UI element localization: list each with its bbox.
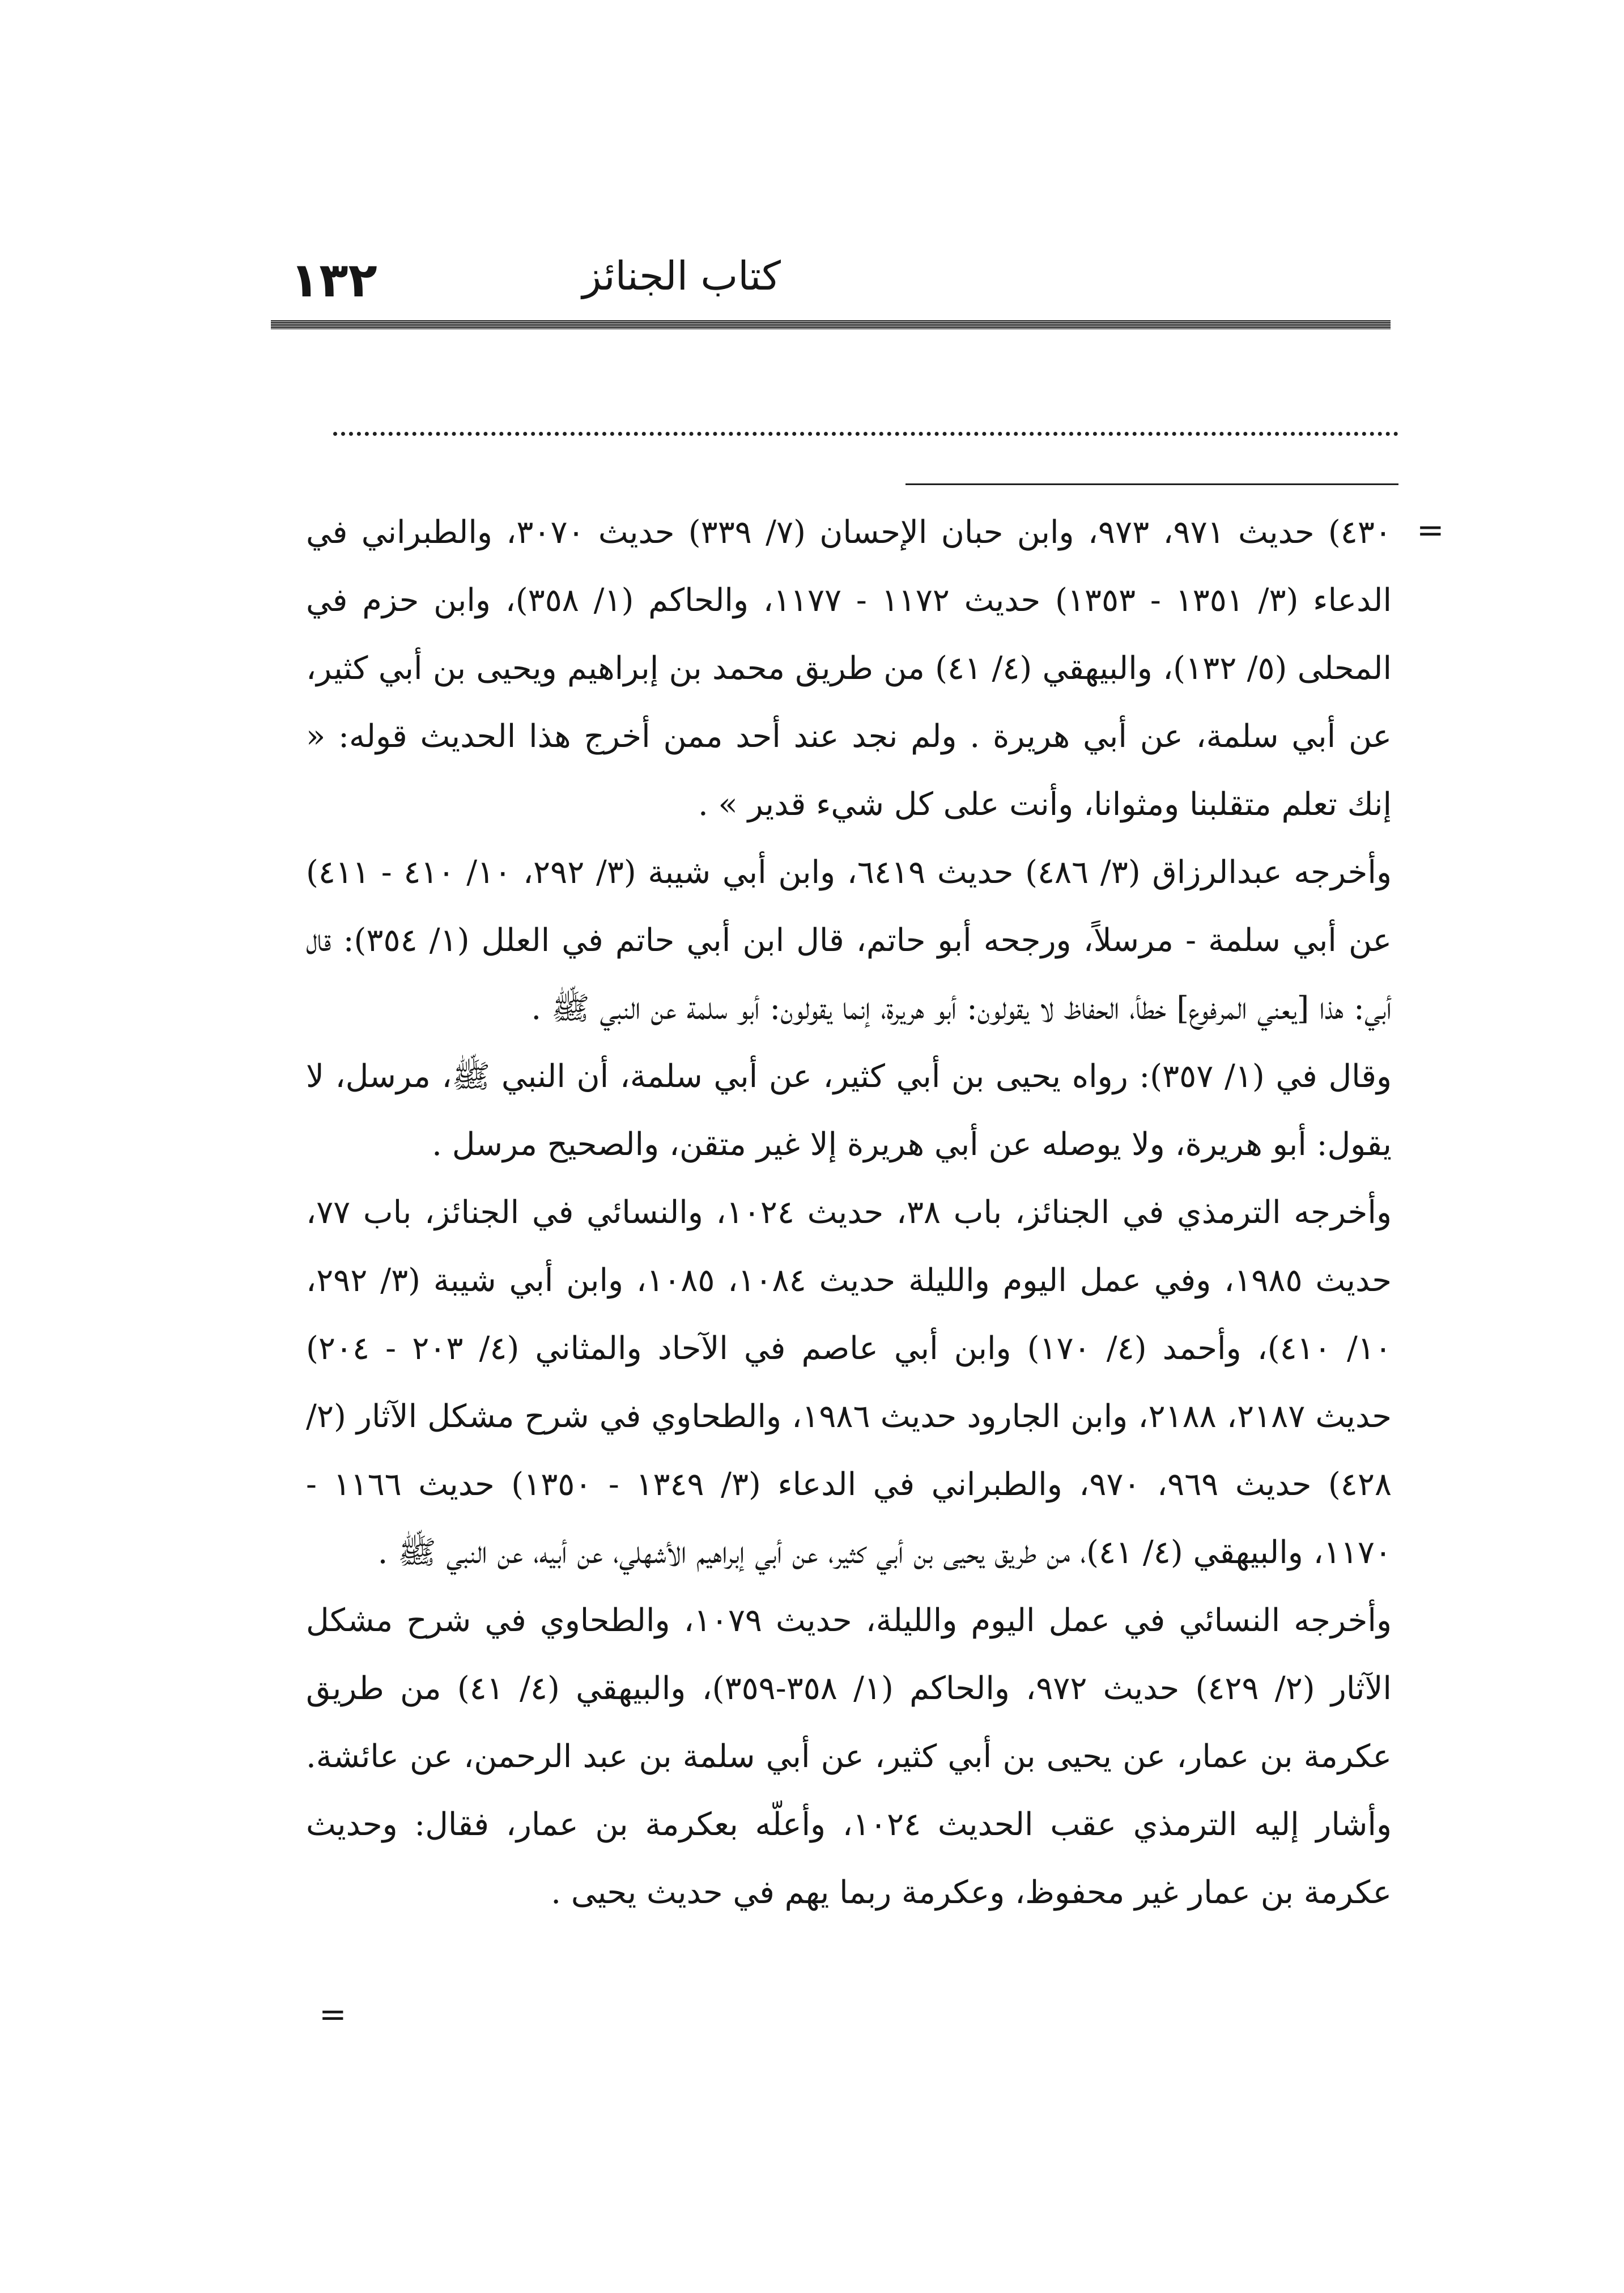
running-header-title: كتاب الجنائز [582,253,781,299]
footnote-rule [905,483,1398,485]
footnote-paragraph: وقال في (١/ ٣٥٧): رواه يحيى بن أبي كثير، عن أبي سلمة، أن النبي ﷺ، مرسل، لا يقول: أبو هريرة، ولا يوصله عن أبي هريرة إلا غير متقن، والصحيح مرسل . [306,1058,1392,1163]
footnote-paragraph: ٤٣٠) حديث ٩٧١، ٩٧٣، وابن حبان الإحسان (٧/ ٣٣٩) حديث ٣٠٧٠، والطبراني في الدعاء (٣/ ١٣٥١ - ١٣٥٣) حديث ١١٧٢ - ١١٧٧، والحاكم (١/ ٣٥٨)، وابن حزم في المحلى (٥/ ١٣٢)، والبيهقي (٤/ ٤١) من طريق محمد بن إبراهيم ويحيى بن أبي كثير، عن أبي سلمة، عن أبي هريرة . ولم نجد عند أحد ممن أخرج هذا الحديث قوله: « إنك تعلم متقلبنا ومثوانا، وأنت على كل شيء قدير » . [306,514,1392,823]
running-header [283,253,1364,299]
header-rule [271,320,1391,329]
dotted-separator [333,432,1398,436]
footnote-paragraph: وأخرجه عبدالرزاق (٣/ ٤٨٦) حديث ٦٤١٩، وابن أبي شيبة (٣/ ٢٩٢، ١٠/ ٤١٠ - ٤١١) عن أبي سلمة - مرسلاً، ورجحه أبو حاتم، قال ابن أبي حاتم في العلل (١/ ٣٥٤): قال أبي: هذا [يعني المرفوع] خطأ، الحفاظ لا يقولون: أبو هريرة، إنما يقولون: أبو سلمة عن النبي ﷺ . [306,854,1392,1027]
page-number: ١٣٢ [290,252,377,308]
continuation-mark-top: = [1417,511,1444,549]
continuation-mark-bottom: = [319,1995,347,2033]
footnote-paragraph: وأخرجه الترمذي في الجنائز، باب ٣٨، حديث ١٠٢٤، والنسائي في الجنائز، باب ٧٧، حديث ١٩٨٥، وفي عمل اليوم والليلة حديث ١٠٨٤، ١٠٨٥، وابن أبي شيبة (٣/ ٢٩٢، ١٠/ ٤١٠)، وأحمد (٤/ ١٧٠) وابن أبي عاصم في الآحاد والمثاني (٤/ ٢٠٣ - ٢٠٤) حديث ٢١٨٧، ٢١٨٨، وابن الجارود حديث ١٩٨٦، والطحاوي في شرح مشكل الآثار (٢/ ٤٢٨) حديث ٩٦٩، ٩٧٠، والطبراني في الدعاء (٣/ ١٣٤٩ - ١٣٥٠) حديث ١١٦٦ - ١١٧٠، والبيهقي (٤/ ٤١)، من طريق يحيى بن أبي كثير، عن أبي إبراهيم الأشهلي، عن أبيه، عن النبي ﷺ . [306,1194,1392,1571]
footnote-body [306,499,1392,1927]
footnote-paragraph: وأخرجه النسائي في عمل اليوم والليلة، حديث ١٠٧٩، والطحاوي في شرح مشكل الآثار (٢/ ٤٢٩) حديث ٩٧٢، والحاكم (١/ ٣٥٨-٣٥٩)، والبيهقي (٤/ ٤١) من طريق عكرمة بن عمار، عن يحيى بن أبي كثير، عن أبي سلمة بن عبد الرحمن، عن عائشة. وأشار إليه الترمذي عقب الحديث ١٠٢٤، وأعلّه بعكرمة بن عمار، فقال: وحديث عكرمة بن عمار غير محفوظ، وعكرمة ربما يهم في حديث يحيى . [306,1602,1392,1911]
